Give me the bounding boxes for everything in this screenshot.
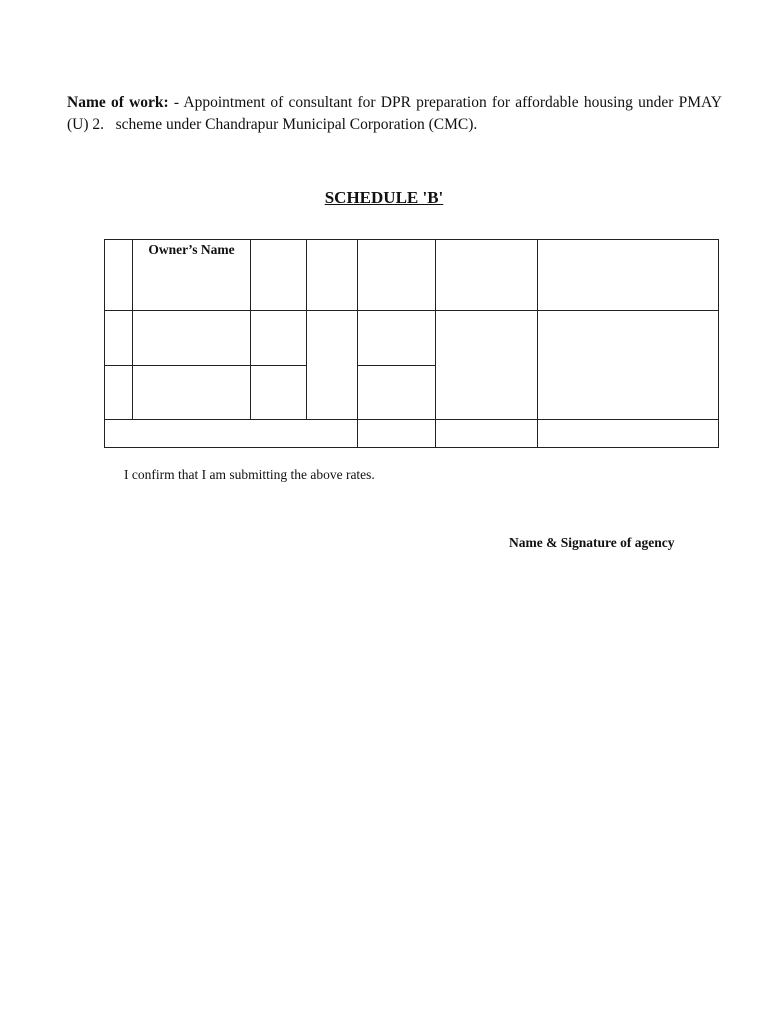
table-cell [358,311,436,366]
owner-name-header: Owner’s Name [133,240,251,311]
schedule-title: SCHEDULE 'B' [324,188,444,207]
table-header-row [105,240,719,311]
table-cell [358,420,436,448]
table-cell [105,420,358,448]
table-cell [251,311,307,366]
confirmation-text: I confirm that I am submitting the above rates. [124,467,375,482]
table-cell [105,366,133,420]
table-cell [436,420,538,448]
table-cell [307,311,358,420]
signature-label: Name & Signature of agency [509,535,675,550]
table-cell [105,240,133,311]
table-cell [307,240,358,311]
name-of-work-paragraph [67,92,726,136]
name-of-work-text: - Appointment of consultant for DPR preparation for affordable housing under PMAY (U) 2. scheme under Chandrapur Municipal Corporation (CMC). [67,94,726,133]
table-cell [358,240,436,311]
table-cell [538,420,719,448]
table-cell [436,240,538,311]
schedule-table [104,239,719,448]
table-row [105,311,719,366]
table-total-row [105,420,719,448]
table-cell [358,366,436,420]
table-cell [538,240,719,311]
table-cell [251,366,307,420]
table-cell [133,366,251,420]
table-cell [251,240,307,311]
table-cell [105,311,133,366]
table-cell [436,311,538,420]
name-of-work-label: Name of work: [67,94,169,111]
table-cell [133,311,251,366]
table-cell [538,311,719,420]
